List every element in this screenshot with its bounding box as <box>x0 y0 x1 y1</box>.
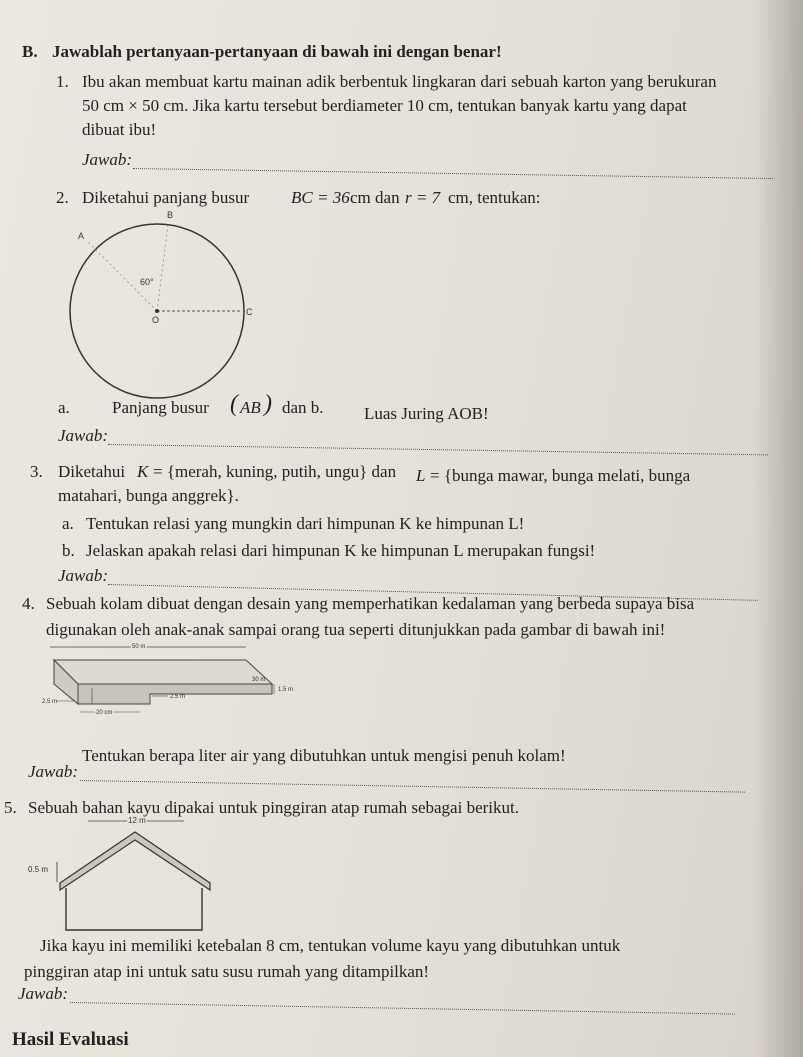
roof-thickness-label: 0.5 m <box>28 865 49 874</box>
footer-title: Hasil Evaluasi <box>12 1029 129 1050</box>
label-a: A <box>78 231 85 241</box>
page-shadow <box>753 0 803 1057</box>
center-point <box>155 309 159 313</box>
q3-number: 3. <box>30 462 43 481</box>
q2-part-a: Panjang busur <box>112 398 209 417</box>
q4-answer-label: Jawab: <box>28 762 79 781</box>
q3-b-letter: b. <box>62 541 75 560</box>
q2-text-var2: r = 7 <box>405 188 441 207</box>
circle-figure <box>60 205 260 405</box>
q5-answer-label: Jawab: <box>18 984 69 1003</box>
q3-line1-pre: Diketahui <box>58 462 126 481</box>
arc-bracket-open: ( <box>230 391 238 417</box>
pool-figure <box>40 640 340 740</box>
pool-top-face <box>54 660 272 684</box>
section-label: B. <box>22 42 38 61</box>
label-c: C <box>246 307 253 317</box>
q2-number: 2. <box>56 188 69 207</box>
label-o: O <box>152 315 160 325</box>
q2-part-b: Luas Juring AOB! <box>364 404 489 423</box>
arc-bracket-close: ) <box>264 391 272 417</box>
house-wall <box>66 888 202 930</box>
q2-text-mid: cm dan <box>350 188 400 207</box>
q5-line3: pinggiran atap ini untuk satu susu rumah yang ditampilkan! <box>24 962 430 981</box>
q2-part-a-post: dan b. <box>282 398 324 417</box>
roof-width-label: 12 m <box>128 816 146 825</box>
length-label: 50 m <box>132 644 146 650</box>
q5-answer-line[interactable] <box>70 1002 735 1015</box>
q3-a: Tentukan relasi yang mungkin dari himpunan K ke himpunan L! <box>86 514 525 533</box>
section-instruction: Jawablah pertanyaan-pertanyaan di bawah ini dengan benar! <box>52 42 502 61</box>
radius-ob <box>157 225 168 311</box>
q1-number: 1. <box>56 72 69 91</box>
q3-line1-post: = {bunga mawar, bunga melati, bunga <box>430 466 691 485</box>
q4-line1: Sebuah kolam dibuat dengan desain yang memperhatikan kedalaman yang berbeda supaya bisa <box>46 594 695 613</box>
q2-answer-label: Jawab: <box>58 426 109 445</box>
q4-answer-line[interactable] <box>80 780 745 793</box>
depth-shallow-label: 1.5 m <box>278 687 294 693</box>
q3-answer-label: Jawab: <box>58 566 109 585</box>
q3-a-letter: a. <box>62 514 74 533</box>
q3-line1: = {merah, kuning, putih, ungu} dan <box>153 462 397 481</box>
q3-line1-var: K <box>137 462 149 481</box>
q3-line1-var2: L <box>416 466 426 485</box>
width-label: 30 m <box>252 677 266 683</box>
q2-answer-line[interactable] <box>108 444 768 455</box>
q1-line3: dibuat ibu! <box>82 120 157 139</box>
q2-text-post: cm, tentukan: <box>448 188 541 207</box>
q2-part-a-letter: a. <box>58 398 70 417</box>
depth-deep-label: 2.5 m <box>42 699 58 705</box>
roof-trim <box>60 832 210 890</box>
q1-answer-line[interactable] <box>133 168 773 179</box>
angle-label: 60° <box>140 277 154 287</box>
q3-line2: matahari, bunga anggrek}. <box>58 486 239 505</box>
step-label: 2.5 m <box>170 694 186 700</box>
q2-text-pre: Diketahui panjang busur <box>82 188 250 207</box>
bottom-label: 20 cm <box>96 710 113 716</box>
q1-answer-label: Jawab: <box>82 150 133 169</box>
q4-line2: digunakan oleh anak-anak sampai orang tua seperti ditunjukkan pada gambar di bawah ini! <box>46 620 666 639</box>
q1-line2: 50 cm × 50 cm. Jika kartu tersebut berdiameter 10 cm, tentukan banyak kartu yang dapat <box>82 96 687 115</box>
q2-part-a-var: AB <box>240 398 261 417</box>
label-b: B <box>167 210 174 220</box>
q5-number: 5. <box>4 798 17 817</box>
q2-text-var: BC = 36 <box>291 188 350 207</box>
q4-question: Tentukan berapa liter air yang dibutuhkan untuk mengisi penuh kolam! <box>82 746 566 765</box>
q3-b: Jelaskan apakah relasi dari himpunan K ke himpunan L merupakan fungsi! <box>86 541 596 560</box>
q5-line2: Jika kayu ini memiliki ketebalan 8 cm, tentukan volume kayu yang dibutuhkan untuk <box>40 936 621 955</box>
q5-line1: Sebuah bahan kayu dipakai untuk pinggiran atap rumah sebagai berikut. <box>28 798 519 817</box>
q4-number: 4. <box>22 594 35 613</box>
q1-line1: Ibu akan membuat kartu mainan adik berbentuk lingkaran dari sebuah karton yang berukuran <box>82 72 717 91</box>
roof-figure <box>0 818 230 936</box>
